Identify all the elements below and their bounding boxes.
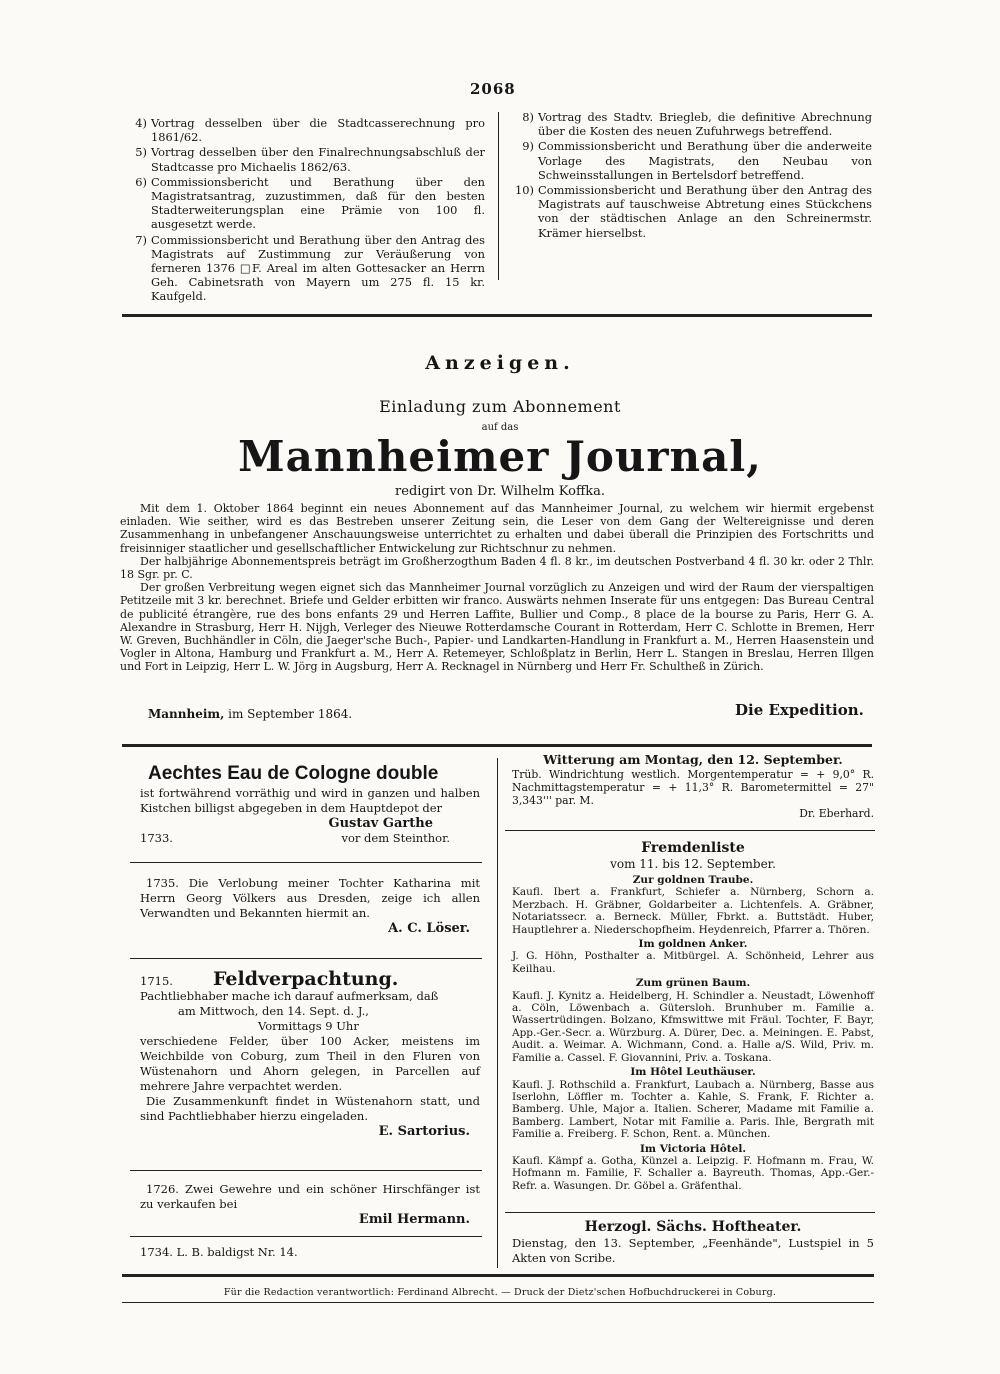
footer-rule [122,1274,874,1277]
invitation-heading: Einladung zum Abonnement [379,397,621,416]
hotel-heading: Im goldnen Anker. [638,938,748,951]
weather-signature: Dr. Eberhard. [799,807,874,820]
fremdenliste-subtitle: vom 11. bis 12. September. [610,857,776,871]
anzeigen-heading: Anzeigen. [425,352,575,374]
imprint-footer: Für die Redaction verantwortlich: Ferdinand Albrecht. — Druck der Dietz'schen Hofbuchdruckerei in Coburg. [223,1287,777,1298]
theater-title: Herzogl. Sächs. Hoftheater. [584,1219,802,1235]
ad-text: verschiedene Felder, über 100 Acker, meistens im Weichbilde von Coburg, zum Theil in den Fluren von Wüstenahorn und Ahorn gelegen, in Parcellen auf mehrere Jahre verpachtet werden. [140,1034,480,1093]
ad-text: 1726. Zwei Gewehre und ein schöner Hirschfänger ist zu verkaufen bei [140,1182,480,1211]
ad-signature: Emil Hermann. [358,1212,470,1227]
place: Mannheim, [148,707,225,721]
ad-title: Feldverpachtung. [212,968,399,990]
agenda-item: 4) Vortrag desselben über die Stadtcasserechnung pro 1861/62. [135,116,485,145]
hotel-heading: Im Hôtel Leuthäuser. [630,1066,756,1079]
hotel-guests: Kaufl. J. Kynitz a. Heidelberg, H. Schindler a. Neustadt, Löwenhoff a. Cöln, Löwenbach a. Gütersloh. Brunhuber m. Familie a. Wassertrüdingen. Bolzano, Kfmswittwe mit Fräul. Tochter, F. Bayr, App.-Ger.-Secr. a. Würzburg. A. Dürer, Dec. a. Meiningen. E. Pabst, Audit. a. Weimar. A. Wichmann, Cond. a. Halle a/S. Wild, Priv. m. Familie a. Cassel. F. Giovannini, Priv. a. Toskana. [512,989,874,1064]
invitation-signature: Die Expedition. [735,701,864,719]
hotel-heading: Zum grünen Baum. [635,977,751,990]
ad-divider [505,830,875,831]
theater-notice [512,1218,874,1266]
ad-divider [130,1236,482,1237]
agenda-item: 8) Vortrag des Stadtv. Briegleb, die definitive Abrechnung über die Kosten des neuen Zufuhrwegs betreffend. [522,110,872,139]
weather-title: Witterung am Montag, den 12. September. [543,752,843,767]
theater-text: Dienstag, den 13. September, „Feenhände", Lustspiel in 5 Akten von Scribe. [512,1236,874,1265]
paragraph: Der großen Verbreitung wegen eignet sich das Mannheimer Journal vorzüglich zu Anzeigen und wird der Raum der vierspaltigen Petitzeile mit 3 kr. berechnet. Briefe und Gelder erbitten wir franco. Auswärts nehmen Inserate für uns entgegen: Das Bureau Central de publicité étrangère, rue des bons enfants 29 und Herren Laffite, Bullier und Comp., 8 place de la bourse zu Paris, Herr G. A. Alexandre in Strasburg, Herr H. Nijgh, Verleger des Nieuwe Rotterdamsche Courant in Rotterdam, Herr C. Schlotte in Bremen, Herr W. Greven, Buchhändler in Cöln, die Jaeger'sche Buch-, Papier- und Landkarten-Handlung in Frankfurt a. M., Herren Haasenstein und Vogler in Altona, Hamburg und Frankfurt a. M., Herr A. Retemeyer, Schloßplatz in Berlin, Herr L. Stangen in Breslau, Herren Illgen und Fort in Leipzig, Herr L. W. Jörg in Augsburg, Herr A. Recknagel in Nürnberg und Herr Fr. Schultheß in Zürich. [120,581,874,674]
ad-number: 1715. [140,974,173,988]
ad-divider [130,862,482,863]
invitation-subheading: auf das [481,422,519,433]
agenda-item: 10) Commissionsbericht und Berathung über den Antrag des Magistrats auf tauschweise Abtretung eines Stückchens von der städtischen Anlage an den Schreinermstr. Krämer hierselbst. [515,183,872,240]
ad-text: Die Zusammenkunft findet in Wüstenahorn statt, und sind Pachtliebhaber hierzu eingeladen. [140,1094,480,1123]
agenda-item: 6) Commissionsbericht und Berathung über den Magistratsantrag, zuzustimmen, daß für den besten Stadterweiterungsplan eine Prämie von 100 fl. ausgesetzt werde. [135,174,485,232]
ad-verlobung [140,876,480,936]
section-rule [122,314,872,317]
agenda-item: 5) Vortrag desselben über den Finalrechnungsabschluß der Stadtcasse pro Michaelis 1862/63. [135,145,485,174]
ad-title: Aechtes Eau de Cologne double [148,763,439,784]
ad-divider [505,1212,875,1213]
ad-divider [130,1170,482,1171]
ad-signature: A. C. Löser. [388,921,470,936]
agenda-item: 7) Commissionsbericht und Berathung über den Antrag des Magistrats auf Zustimmung zur Veräußerung von ferneren 1376 □F. Areal im alten Gottesacker an Herrn Geh. Cabinetsrath von Mayern um 275 fl. 15 kr. Kaufgeld. [135,232,485,304]
hotel-heading: Zur goldnen Traube. [632,874,754,886]
agenda-left-column [125,116,485,305]
ad-chiffre: 1734. L. B. baldigst Nr. 14. [140,1245,298,1259]
journal-editor: redigirt von Dr. Wilhelm Koffka. [395,484,605,499]
column-divider [498,112,499,280]
ad-signature: Gustav Garthe [328,816,433,831]
paragraph: Der halbjährige Abonnementspreis beträgt im Großherzogthum Baden 4 fl. 8 kr., im deutschen Postverband 4 fl. 30 kr. oder 2 Thlr. 18 Sgr. pr. C. [120,554,874,582]
ad-text: ist fortwährend vorräthig und wird in ganzen und halben Kistchen billigst abgegeben in dem Hauptdepot der [140,786,480,815]
ad-signature: E. Sartorius. [378,1124,470,1139]
date: im September 1864. [228,707,353,721]
paragraph: Mit dem 1. Oktober 1864 beginnt ein neues Abonnement auf das Mannheimer Journal, zu welchem wir hiermit ergebenst einladen. Wie seither, wird es das Bestreben unserer Zeitung sein, die Leser von dem Gang der Weltereignisse und deren Zusammenhang in unbefangener Anschauungsweise unterrichtet zu erhalten und dabei überall die Prinzipien des Fortschritts und freisinniger staatlicher und gesellschaftlicher Entwickelung zur Richtschnur zu nehmen. [120,502,874,555]
agenda-right-column [512,110,872,241]
weather-text: Trüb. Windrichtung westlich. Morgentemperatur = + 9,0° R. Nachmittagstemperatur = + 11,3° R. Barometermittel = 27" 3,343''' par. M. [512,768,874,807]
invitation-body [120,502,874,674]
ad-line: Pachtliebhaber mache ich darauf aufmerksam, daß [140,989,439,1003]
hotel-guests: Kaufl. Kämpf a. Gotha, Künzel a. Leipzig. F. Hofmann m. Frau, W. Hofmann m. Familie, F. Schaller a. Bayreuth. Thomas, App.-Ger.-Refr. a. Wasungen. Dr. Göbel a. Gräfenthal. [512,1154,874,1192]
hotel-guests: Kaufl. Ibert a. Frankfurt, Schiefer a. Nürnberg, Schorn a. Merzbach. H. Gräbner, Goldarbeiter a. Lichtenfels. A. Gräbner, Notariatssecr. a. Berneck. Müller, Fbrkt. a. Buttstädt. Huber, Hauptlehrer a. Niederschopfheim. Heydenreich, Pfarrer a. Thören. [512,886,874,936]
fremdenliste-title: Fremdenliste [641,840,745,856]
fremdenliste [512,840,874,1192]
agenda-item: 9) Commissionsbericht und Berathung über die anderweite Vorlage des Magistrats, den Neubau von Schweinsstallungen in Bertelsdorf betreffend. [522,139,872,182]
ad-divider [130,958,482,959]
ad-line: am Mittwoch, den 14. Sept. d. J., [178,1004,369,1018]
hotel-guests: Kaufl. J. Rothschild a. Frankfurt, Laubach a. Nürnberg, Basse aus Iserlohn, Löffler m. Tochter a. Kahle, S. Frank, F. Richter a. Bamberg. Uhle, Major a. Italien. Scherer, Madame mit Familie a. Bamberg. Lambert, Notar mit Familie a. Paris. Ihle, Bergrath mit Familie a. Freiberg. F. Schon, Rent. a. München. [512,1078,874,1141]
hotel-heading: Im Victoria Hôtel. [640,1142,746,1155]
ad-line: Vormittags 9 Uhr [258,1019,359,1033]
weather-report [512,752,874,820]
ad-gewehre [140,1182,480,1227]
column-divider [497,758,498,1268]
invitation-place-date [148,707,352,721]
ad-number: 1733. [140,831,173,845]
hotel-guests: J. G. Höhn, Posthalter a. Mitbürgel. A. Schönheid, Lehrer aus Keilhau. [512,950,874,975]
page-number: 2068 [470,80,516,98]
section-rule [122,744,872,747]
ad-cologne [140,762,480,846]
ad-text: 1735. Die Verlobung meiner Tochter Katharina mit Herrn Georg Völkers aus Dresden, zeige ich allen Verwandten und Bekannten hiermit an. [140,876,480,920]
ad-address: vor dem Steinthor. [341,831,450,845]
journal-title: Mannheimer Journal, [238,432,762,481]
ad-feldverpachtung [140,968,480,1139]
footer-rule [122,1302,874,1303]
